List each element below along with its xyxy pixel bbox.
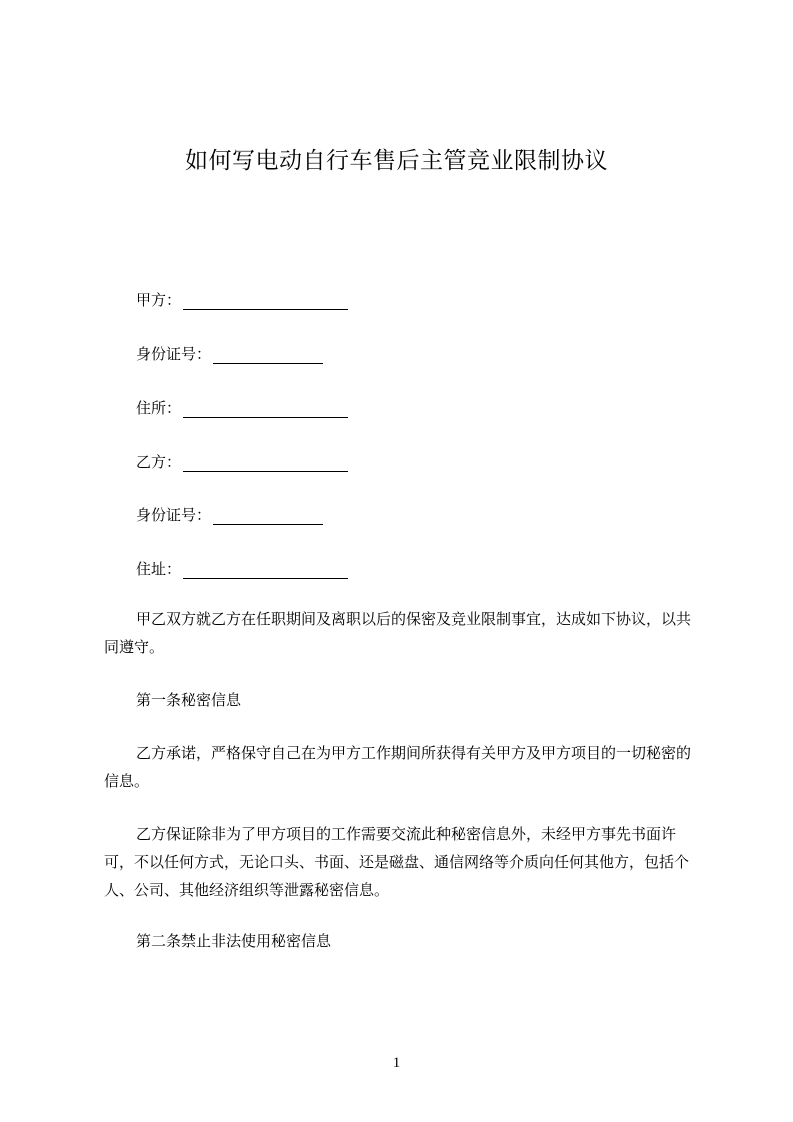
section1-paragraph-1 — [104, 739, 700, 795]
party-a-id-blank — [213, 349, 323, 364]
party-a-id-label: 身份证号： — [136, 345, 212, 363]
party-a-label: 甲方： — [136, 291, 182, 309]
party-b-address-blank — [183, 564, 348, 579]
intro-paragraph — [104, 605, 700, 661]
section1-paragraph-2-text: 乙方保证除非为了甲方项目的工作需要交流此种秘密信息外，未经甲方事先书面许可，不以任何方式，无论口头、书面、还是磁盘、通信网络等介质向任何其他方，包括个人、公司、其他经济组织等泄露秘密信息。 — [104, 825, 690, 899]
document-title: 如何写电动自行车售后主管竞业限制协议 — [185, 148, 608, 174]
section2-heading: 第二条禁止非法使用秘密信息 — [136, 932, 332, 950]
party-b-label: 乙方： — [136, 453, 182, 471]
party-a-id-field — [136, 344, 323, 364]
party-a-residence-label: 住所： — [136, 399, 182, 417]
party-a-residence-blank — [183, 403, 348, 418]
intro-text: 甲乙双方就乙方在任职期间及离职以后的保密及竞业限制事宜，达成如下协议，以共同遵守。 — [104, 610, 692, 656]
section1-paragraph-2 — [104, 820, 700, 904]
section1-heading: 第一条秘密信息 — [136, 691, 242, 709]
party-a-field — [136, 290, 348, 310]
party-b-address-label: 住址： — [136, 560, 182, 578]
page-number: 1 — [392, 1055, 401, 1071]
party-b-id-blank — [213, 510, 323, 525]
party-b-field — [136, 452, 348, 472]
party-b-id-field — [136, 505, 323, 525]
party-b-blank — [183, 457, 348, 472]
party-b-address-field — [136, 559, 348, 579]
party-a-blank — [183, 295, 348, 310]
party-a-residence-field — [136, 398, 348, 418]
party-b-id-label: 身份证号： — [136, 506, 212, 524]
section1-paragraph-1-text: 乙方承诺，严格保守自己在为甲方工作期间所获得有关甲方及甲方项目的一切秘密的信息。 — [104, 744, 692, 790]
